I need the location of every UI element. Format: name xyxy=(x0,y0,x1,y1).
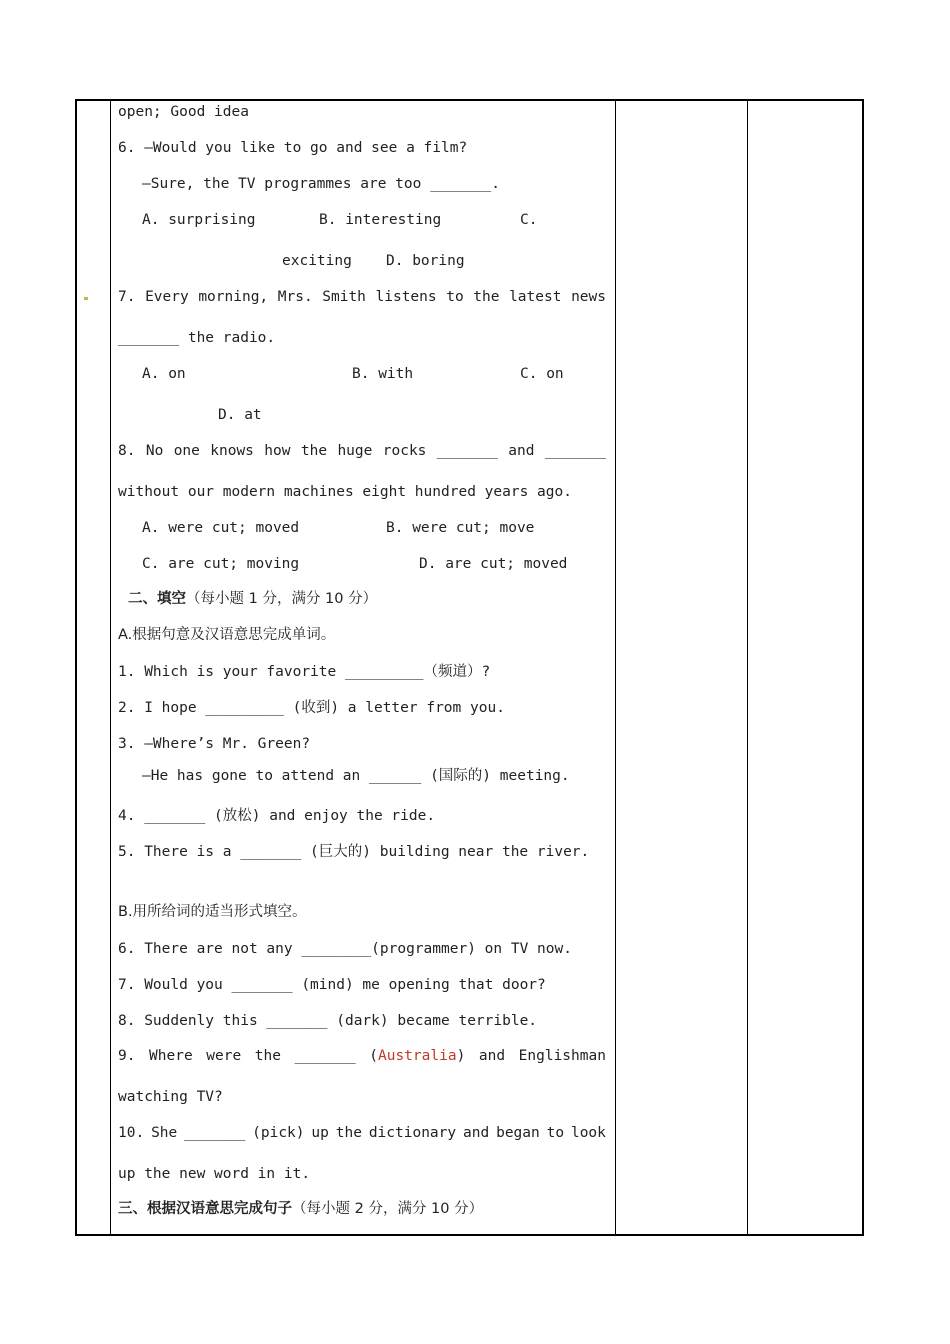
option: C. on xyxy=(520,366,564,382)
item-a2: 2. I hope _________ (收到) a letter from you. xyxy=(118,700,505,716)
question-6: 6. —Would you like to go and see a film? xyxy=(118,140,468,156)
column-divider xyxy=(615,101,616,1234)
text-line: open; Good idea xyxy=(118,104,249,120)
item-a4: 4. _______ (放松) and enjoy the ride. xyxy=(118,808,436,824)
item-a3-reply: —He has gone to attend an ______ (国际的) meeting. xyxy=(142,768,570,784)
item-b10: 10. She _______ (pick) up the dictionary and began to look xyxy=(118,1125,606,1141)
margin-mark xyxy=(84,297,88,300)
item-a5: 5. There is a _______ (巨大的) building near the river. xyxy=(118,844,590,860)
item-b6: 6. There are not any ________(programmer) on TV now. xyxy=(118,941,572,957)
section-3-heading: 三、根据汉语意思完成句子（每小题 2 分，满分 10 分） xyxy=(118,1201,484,1217)
option: C. are cut; moving xyxy=(142,556,300,572)
option: B. interesting xyxy=(319,212,442,228)
option: B. were cut; move xyxy=(386,520,535,536)
item-b7: 7. Would you _______ (mind) me opening that door? xyxy=(118,977,546,993)
option: A. on xyxy=(142,366,186,382)
option: A. surprising xyxy=(142,212,256,228)
question-7-cont: _______ the radio. xyxy=(118,330,276,346)
option: exciting xyxy=(282,253,352,269)
option: B. with xyxy=(352,366,414,382)
option: A. were cut; moved xyxy=(142,520,300,536)
question-8-cont: without our modern machines eight hundred years ago. xyxy=(118,484,572,500)
option: C. xyxy=(520,212,538,228)
item-a3: 3. —Where’s Mr. Green? xyxy=(118,736,311,752)
option: D. boring xyxy=(386,253,465,269)
option: D. are cut; moved xyxy=(419,556,568,572)
section-2-heading: 二、填空（每小题 1 分，满分 10 分） xyxy=(128,591,378,607)
item-b9-cont: watching TV? xyxy=(118,1089,223,1105)
column-divider xyxy=(110,101,111,1234)
item-b10-cont: up the new word in it. xyxy=(118,1166,311,1182)
item-a1: 1. Which is your favorite _________（频道）? xyxy=(118,664,491,680)
question-7: 7. Every morning, Mrs. Smith listens to the latest news xyxy=(118,289,606,305)
item-b9: 9. Where were the _______ (Australia) and Englishman xyxy=(118,1048,606,1064)
question-6-reply: —Sure, the TV programmes are too _______. xyxy=(142,176,500,192)
option: D. at xyxy=(218,407,262,423)
column-divider xyxy=(747,101,748,1234)
item-b8: 8. Suddenly this _______ (dark) became terrible. xyxy=(118,1013,538,1029)
section-a-heading: A.根据句意及汉语意思完成单词。 xyxy=(118,627,336,643)
section-b-heading: B.用所给词的适当形式填空。 xyxy=(118,904,307,920)
question-8: 8. No one knows how the huge rocks _______ and _______ xyxy=(118,443,606,459)
